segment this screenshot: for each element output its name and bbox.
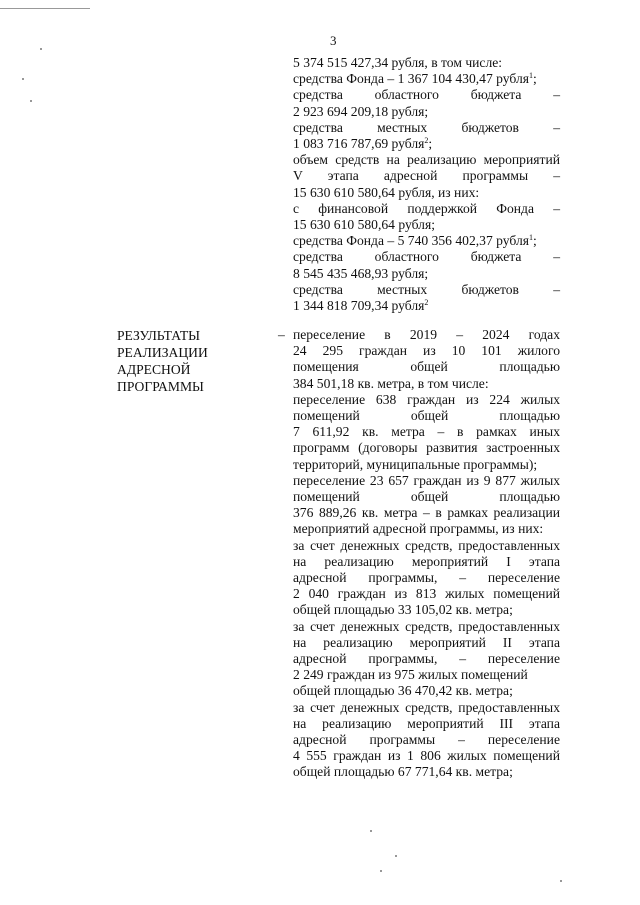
scan-speck [395,855,397,857]
result-line: за счет денежных средств, предоставленных [293,699,560,715]
result-line: помещений общей площадью [293,489,560,505]
result-line: общей площадью 36 470,42 кв. метра; [293,683,513,699]
heading-line: АДРЕСНОЙ [117,362,191,377]
scan-speck [22,78,24,80]
scan-speck [30,100,32,102]
heading-line: РЕЗУЛЬТАТЫ [117,328,201,343]
footnote-marker: 2 [424,136,429,146]
funding-line: средства местных бюджетов – [293,119,560,135]
result-line: за счет денежных средств, предоставленных [293,537,560,553]
funding-line: 15 630 610 580,64 рубля; [293,217,435,233]
result-line: 2 249 граждан из 975 жилых помещений [293,667,528,683]
funding-line: с финансовой поддержкой Фонда – [293,200,560,216]
scan-speck [40,48,42,50]
result-line: 7 611,92 кв. метра – в рамках иных [293,424,560,440]
funding-line: средства Фонда – 1 367 104 430,47 рубля$^1$; [293,71,537,87]
funding-line: 5 374 515 427,34 рубля, в том числе: [293,55,503,70]
funding-line: средства областного бюджета – [293,249,560,265]
results-block [293,327,560,781]
funding-line: 1 344 818 709,34 рубля$^2$ [293,298,429,314]
funding-line: 15 630 610 580,64 рубля, из них: [293,184,480,200]
result-line: общей площадью 33 105,02 кв. метра; [293,602,513,618]
funding-line: 8 545 435 468,93 рубля; [293,265,429,281]
result-line: 384 501,18 кв. метра, в том числе: [293,375,489,391]
result-line: переселение 638 граждан из 224 жилых [293,391,560,407]
footnote-marker: 2 [424,298,429,308]
result-line: помещений общей площадью [293,408,560,424]
funding-line: 1 083 716 787,69 рубля$^2$; [293,136,433,152]
funding-line: средства Фонда – 5 740 356 402,37 рубля$^1$; [293,233,537,249]
page-number: 3 [330,33,337,48]
result-line: адресной программы, – переселение [293,570,560,586]
funding-line: средства местных бюджетов – [293,281,560,297]
result-line: адресной программы – переселение [293,732,560,748]
result-line: переселение в 2019 – 2024 годах [293,327,560,342]
result-line: на реализацию мероприятий II этапа [293,634,560,650]
result-line: 4 555 граждан из 1 806 жилых помещений [293,748,560,764]
footnote-marker: 1 [529,71,534,81]
scan-speck [370,830,372,832]
heading-line: РЕАЛИЗАЦИИ [117,345,208,360]
header-rule [0,8,90,9]
result-line: 24 295 граждан из 10 101 жилого [293,343,560,359]
result-line: 2 040 граждан из 813 жилых помещений [293,586,560,602]
result-line: 376 889,26 кв. метра – в рамках реализации [293,505,560,521]
result-line: мероприятий адресной программы, из них: [293,521,544,537]
section-dash: – [278,327,285,342]
result-line: переселение 23 657 граждан из 9 877 жилых [293,472,560,488]
result-line: за счет денежных средств, предоставленных [293,618,560,634]
funding-block [293,55,560,314]
funding-line: объем средств на реализацию мероприятий [293,152,560,168]
result-line: адресной программы, – переселение [293,651,560,667]
funding-line: V этапа адресной программы – [293,168,560,184]
heading-line: ПРОГРАММЫ [117,379,204,394]
result-line: общей площадью 67 771,64 кв. метра; [293,764,513,780]
scan-speck [560,880,562,882]
scan-speck [380,870,382,872]
result-line: на реализацию мероприятий I этапа [293,553,560,569]
result-line: на реализацию мероприятий III этапа [293,715,560,731]
result-line: территорий, муниципальные программы); [293,456,538,472]
result-line: помещения общей площадью [293,359,560,375]
section-heading [117,327,227,395]
funding-line: 2 923 694 209,18 рубля; [293,103,429,119]
result-line: программ (договоры развития застроенных [293,440,560,456]
footnote-marker: 1 [529,233,534,243]
funding-line: средства областного бюджета – [293,87,560,103]
